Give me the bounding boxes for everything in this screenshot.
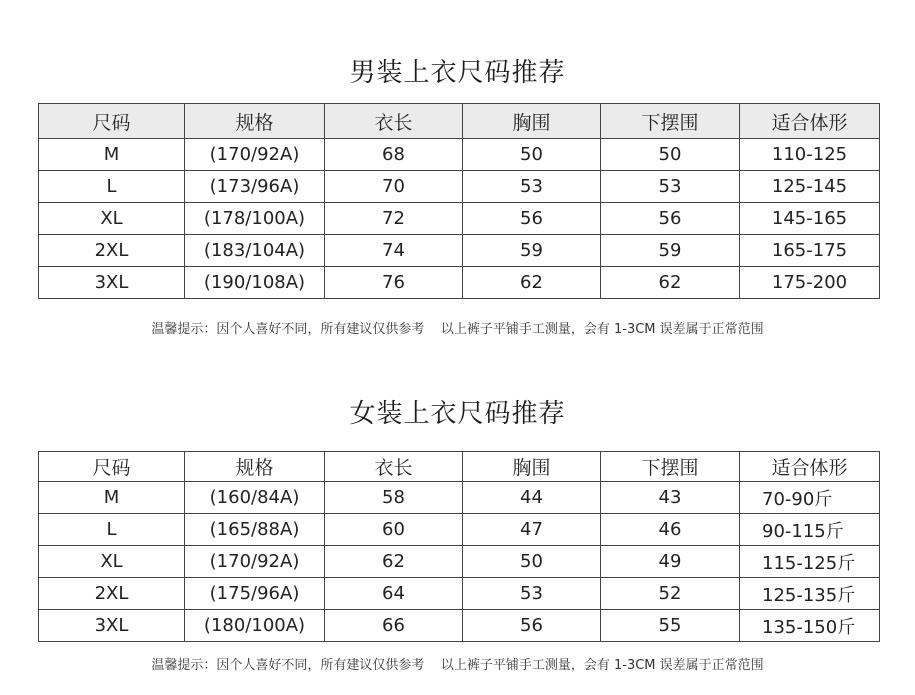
cell-chest: 53 [463, 578, 601, 610]
cell-length: 72 [325, 203, 463, 235]
header-size: 尺码 [39, 452, 185, 482]
header-chest: 胸围 [463, 104, 601, 139]
cell-spec: (173/96A) [185, 171, 325, 203]
cell-spec: (175/96A) [185, 578, 325, 610]
cell-size: L [39, 171, 185, 203]
cell-length: 74 [325, 235, 463, 267]
header-size: 尺码 [39, 104, 185, 139]
cell-size: 2XL [39, 235, 185, 267]
women-size-table [38, 451, 880, 642]
cell-fit-weight: 125-145 [740, 171, 880, 203]
cell-fit-weight: 90-115斤 [740, 514, 880, 546]
cell-spec: (170/92A) [185, 546, 325, 578]
women-section-title: 女装上衣尺码推荐 [349, 399, 566, 429]
cell-chest: 44 [463, 482, 601, 514]
table-row [39, 482, 880, 514]
cell-size: 2XL [39, 578, 185, 610]
cell-chest: 47 [463, 514, 601, 546]
table-row [39, 203, 880, 235]
table-row [39, 610, 880, 642]
cell-length: 66 [325, 610, 463, 642]
cell-length: 60 [325, 514, 463, 546]
cell-size: 3XL [39, 267, 185, 299]
cell-size: M [39, 139, 185, 171]
cell-hem: 52 [601, 578, 740, 610]
cell-hem: 55 [601, 610, 740, 642]
cell-size: L [39, 514, 185, 546]
cell-length: 64 [325, 578, 463, 610]
header-hem: 下摆围 [601, 452, 740, 482]
cell-fit-weight: 125-135斤 [740, 578, 880, 610]
header-fit-weight: 适合体形 [740, 452, 880, 482]
cell-spec: (170/92A) [185, 139, 325, 171]
cell-chest: 62 [463, 267, 601, 299]
cell-chest: 59 [463, 235, 601, 267]
cell-size: XL [39, 203, 185, 235]
table-row [39, 514, 880, 546]
cell-hem: 49 [601, 546, 740, 578]
cell-length: 68 [325, 139, 463, 171]
cell-fit-weight: 135-150斤 [740, 610, 880, 642]
table-header-row [39, 104, 880, 139]
cell-length: 70 [325, 171, 463, 203]
table-row [39, 546, 880, 578]
cell-fit-weight: 145-165 [740, 203, 880, 235]
table-row [39, 267, 880, 299]
cell-spec: (165/88A) [185, 514, 325, 546]
header-spec: 规格 [185, 452, 325, 482]
header-spec: 规格 [185, 104, 325, 139]
cell-size: M [39, 482, 185, 514]
cell-hem: 56 [601, 203, 740, 235]
cell-chest: 56 [463, 610, 601, 642]
cell-spec: (160/84A) [185, 482, 325, 514]
header-length: 衣长 [325, 104, 463, 139]
cell-spec: (183/104A) [185, 235, 325, 267]
men-size-note: 温馨提示：因个人喜好不同，所有建议仅供参考 以上裤子平铺手工测量，会有 1-3CM 误差属于正常范围 [151, 322, 764, 337]
header-length: 衣长 [325, 452, 463, 482]
men-section-title: 男装上衣尺码推荐 [349, 58, 566, 88]
cell-hem: 59 [601, 235, 740, 267]
cell-spec: (180/100A) [185, 610, 325, 642]
cell-size: 3XL [39, 610, 185, 642]
cell-length: 58 [325, 482, 463, 514]
cell-hem: 53 [601, 171, 740, 203]
header-hem: 下摆围 [601, 104, 740, 139]
cell-fit-weight: 115-125斤 [740, 546, 880, 578]
cell-length: 76 [325, 267, 463, 299]
cell-length: 62 [325, 546, 463, 578]
header-chest: 胸围 [463, 452, 601, 482]
table-row [39, 578, 880, 610]
cell-fit-weight: 110-125 [740, 139, 880, 171]
cell-hem: 46 [601, 514, 740, 546]
cell-hem: 43 [601, 482, 740, 514]
women-size-note: 温馨提示：因个人喜好不同，所有建议仅供参考 以上裤子平铺手工测量，会有 1-3CM 误差属于正常范围 [151, 658, 764, 673]
cell-chest: 53 [463, 171, 601, 203]
cell-fit-weight: 70-90斤 [740, 482, 880, 514]
cell-chest: 56 [463, 203, 601, 235]
table-row [39, 139, 880, 171]
cell-size: XL [39, 546, 185, 578]
header-fit-weight: 适合体形 [740, 104, 880, 139]
cell-chest: 50 [463, 546, 601, 578]
cell-hem: 62 [601, 267, 740, 299]
table-row [39, 235, 880, 267]
cell-spec: (178/100A) [185, 203, 325, 235]
cell-chest: 50 [463, 139, 601, 171]
cell-fit-weight: 165-175 [740, 235, 880, 267]
cell-hem: 50 [601, 139, 740, 171]
table-header-row [39, 452, 880, 482]
table-row [39, 171, 880, 203]
cell-spec: (190/108A) [185, 267, 325, 299]
cell-fit-weight: 175-200 [740, 267, 880, 299]
men-size-table [38, 103, 880, 299]
